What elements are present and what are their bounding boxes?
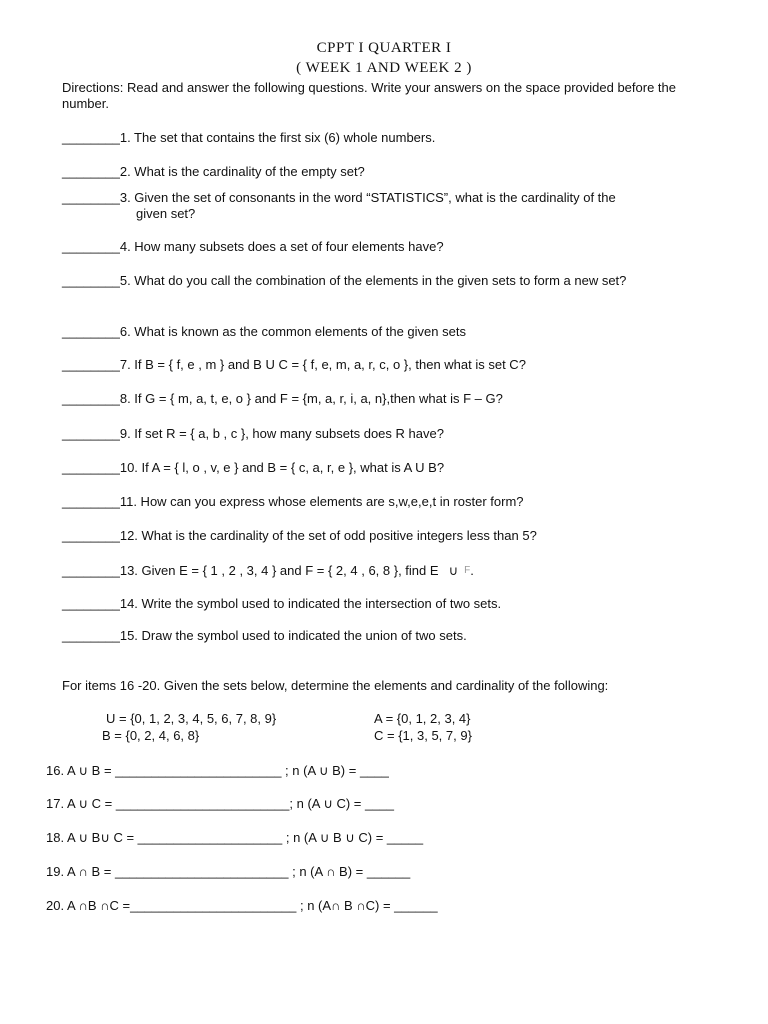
answer-19: 19. A ∩ B = ________________________ ; n (A ∩ B) = ______: [46, 864, 411, 879]
question-13: [62, 563, 732, 579]
worksheet-title: CPPT I QUARTER I: [316, 40, 452, 56]
question-13-end: .: [470, 563, 474, 578]
items-intro: For items 16 -20. Given the sets below, determine the elements and cardinality of the following:: [62, 678, 609, 693]
answer-18: 18. A ∪ B∪ C = ____________________ ; n (A ∪ B ∪ C) = _____: [46, 830, 424, 845]
question-6: ________6. What is known as the common elements of the given sets: [62, 324, 466, 339]
answer-20: 20. A ∩B ∩C =_______________________ ; n (A∩ B ∩C) = ______: [46, 898, 438, 913]
directions-text: Directions: Read and answer the following questions. Write your answers on the space provided before the number.: [62, 80, 676, 111]
question-7: ________7. If B = { f, e , m } and B U C = { f, e, m, a, r, c, o }, then what is set C?: [62, 357, 526, 372]
union-symbol: ∪: [448, 563, 459, 578]
set-u: U = {0, 1, 2, 3, 4, 5, 6, 7, 8, 9}: [106, 711, 277, 726]
set-c: C = {1, 3, 5, 7, 9}: [374, 728, 472, 743]
question-12: ________12. What is the cardinality of the set of odd positive integers less than 5?: [62, 528, 537, 543]
question-1: ________1. The set that contains the first six (6) whole numbers.: [62, 130, 436, 145]
question-11: ________11. How can you express whose elements are s,w,e,e,t in roster form?: [62, 494, 524, 509]
worksheet-subtitle: ( WEEK 1 AND WEEK 2 ): [296, 60, 472, 76]
question-9: ________9. If set R = { a, b , c }, how many subsets does R have?: [62, 426, 444, 441]
question-15: ________15. Draw the symbol used to indicated the union of two sets.: [62, 628, 467, 643]
question-5: ________5. What do you call the combination of the elements in the given sets to form a new set?: [62, 273, 627, 288]
question-3: [62, 190, 732, 222]
question-10: ________10. If A = { l, o , v, e } and B = { c, a, r, e }, what is A U B?: [62, 460, 445, 475]
question-8: ________8. If G = { m, a, t, e, o } and F = {m, a, r, i, a, n},then what is F – G?: [62, 391, 503, 406]
answer-17: 17. A ∪ C = ________________________; n (A ∪ C) = ____: [46, 796, 394, 811]
question-4: ________4. How many subsets does a set of four elements have?: [62, 239, 444, 254]
question-14: ________14. Write the symbol used to indicated the intersection of two sets.: [62, 596, 502, 611]
question-3-continuation: given set?: [136, 206, 196, 221]
question-2: ________2. What is the cardinality of the empty set?: [62, 164, 365, 179]
question-3-text: ________3. Given the set of consonants in the word “STATISTICS”, what is the cardinality of the: [62, 190, 616, 205]
answer-16: 16. A ∪ B = _______________________ ; n (A ∪ B) = ____: [46, 763, 389, 778]
question-13-text: ________13. Given E = { 1 , 2 , 3, 4 } and F = { 2, 4 , 6, 8 }, find E: [62, 563, 439, 578]
set-a: A = {0, 1, 2, 3, 4}: [374, 711, 471, 726]
set-b: B = {0, 2, 4, 6, 8}: [102, 728, 200, 743]
question-13-faint-set: F: [464, 565, 471, 576]
